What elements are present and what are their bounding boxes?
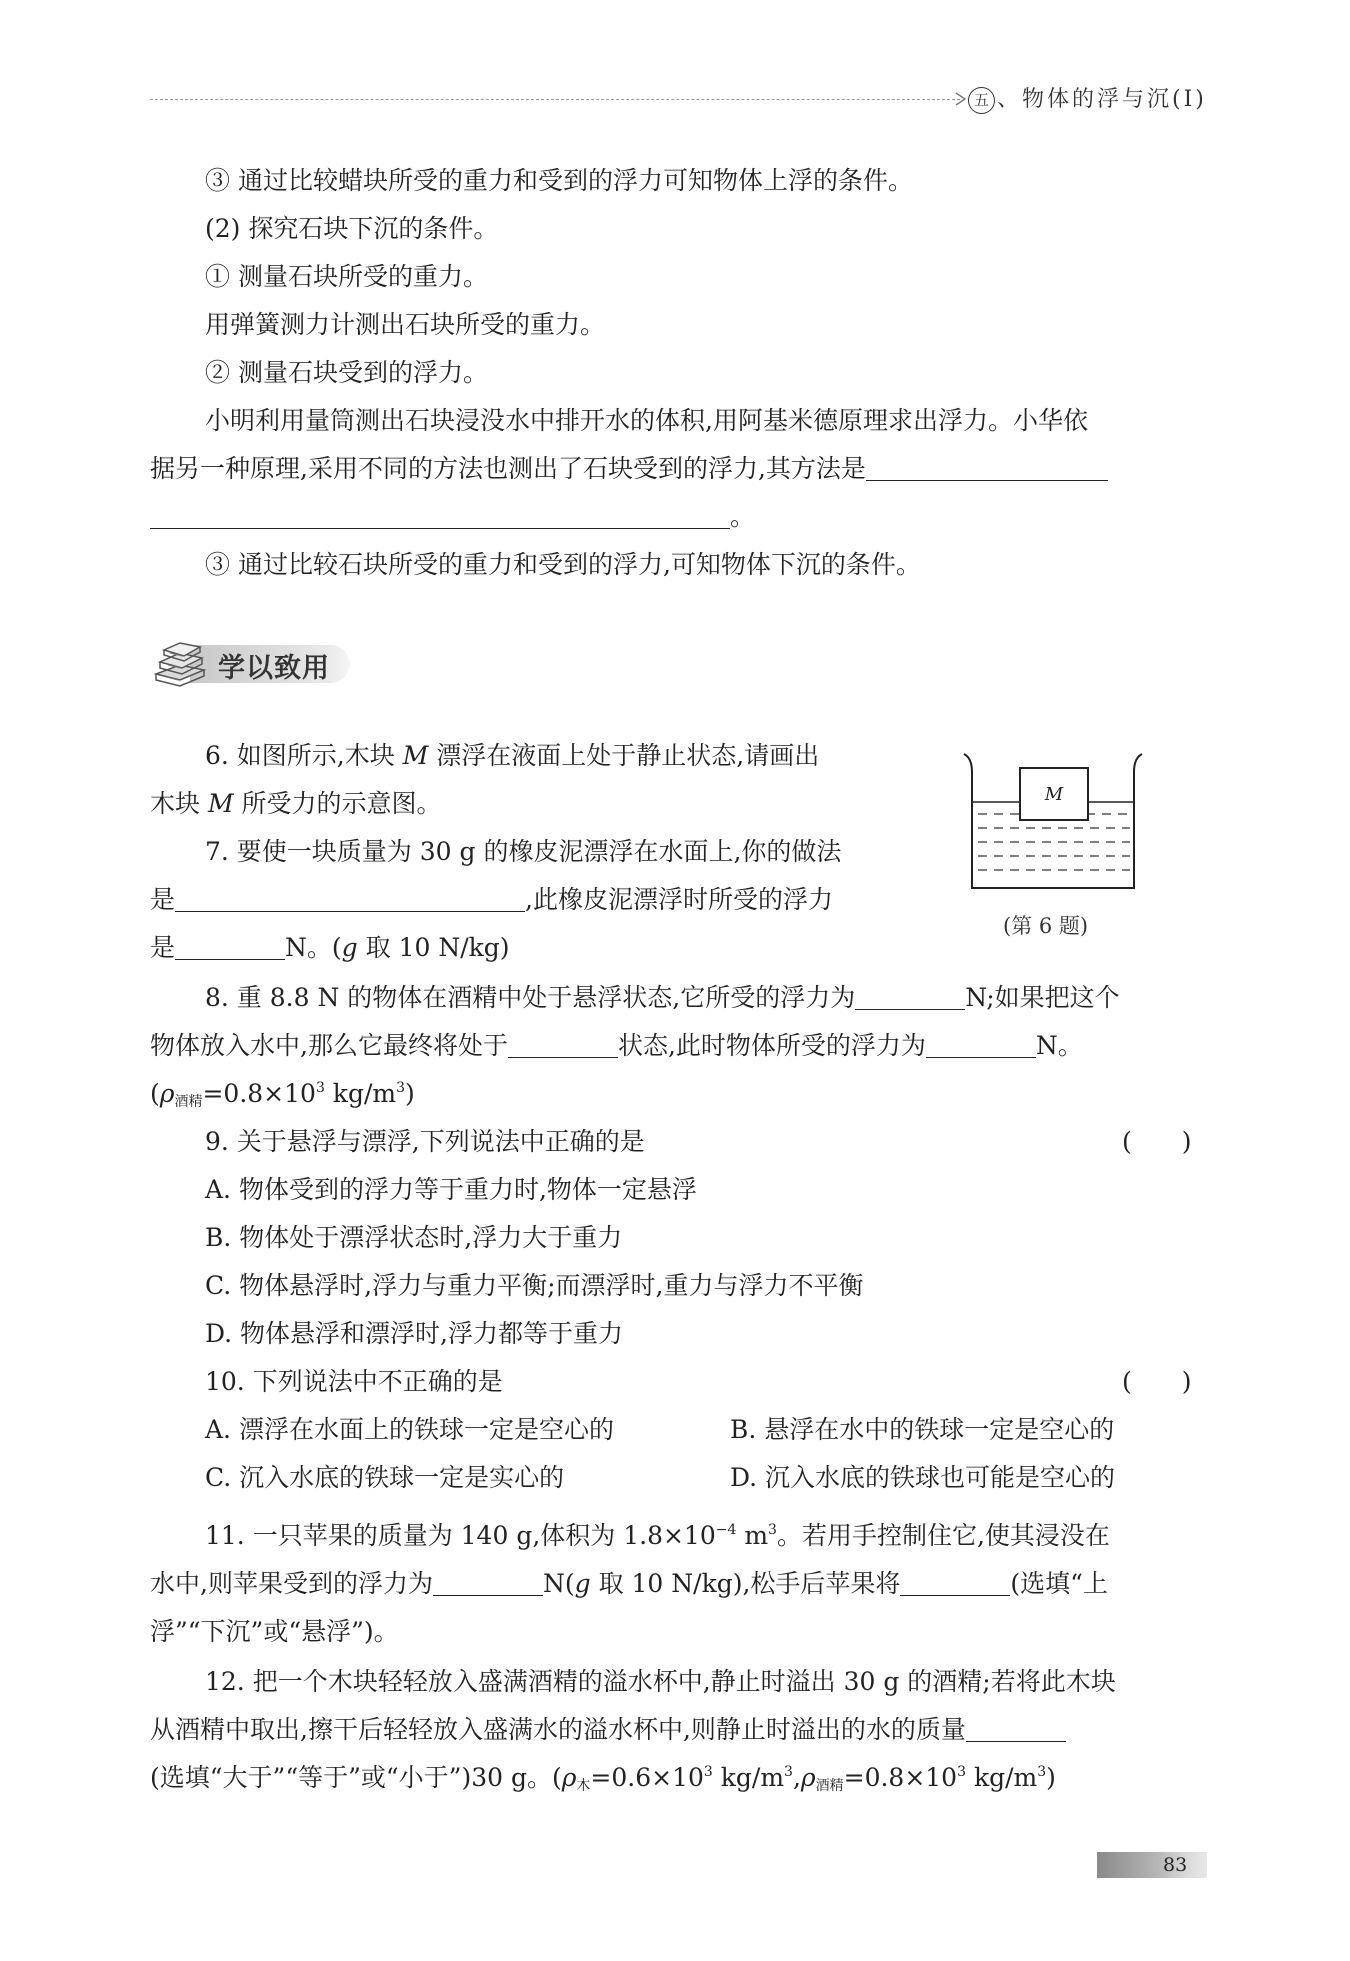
subscript: 酒精 <box>174 1094 203 1110</box>
superscript: 3 <box>396 1080 406 1096</box>
option-a: A. 物体受到的浮力等于重力时,物体一定悬浮 <box>205 1175 697 1204</box>
option-c: C. 沉入水底的铁球一定是实心的 <box>205 1463 565 1492</box>
option-a: A. 漂浮在水面上的铁球一定是空心的 <box>205 1415 614 1444</box>
fill-blank[interactable] <box>175 883 525 912</box>
text-segment: kg/m <box>712 1763 785 1792</box>
question-8-line1 <box>205 980 1120 1016</box>
text-segment: 物体放入水中,那么它最终将处于 <box>150 1031 508 1060</box>
question-12-line3 <box>150 1760 1056 1796</box>
text-segment: 木块 <box>150 789 201 818</box>
header-dashed-rule <box>150 99 960 100</box>
text-segment: kg/m <box>324 1079 397 1108</box>
superscript: 3 <box>703 1764 713 1780</box>
question-6-line1 <box>205 738 819 774</box>
superscript: 3 <box>315 1080 325 1096</box>
header-arrow-icon <box>955 92 967 106</box>
variable-m: M <box>207 789 234 818</box>
answer-bracket[interactable]: ( ) <box>1122 1367 1192 1396</box>
fill-blank[interactable] <box>855 981 965 1010</box>
text-segment: ( <box>150 1079 160 1108</box>
text-segment: 取 10 N/kg) <box>365 933 510 962</box>
option-c: C. 物体悬浮时,浮力与重力平衡;而漂浮时,重力与浮力不平衡 <box>205 1271 864 1300</box>
text-segment: 水中,则苹果受到的浮力为 <box>150 1569 433 1598</box>
text-line: 用弹簧测力计测出石块所受的重力。 <box>205 310 606 339</box>
text-line <box>150 499 755 535</box>
question-7-line2 <box>150 882 833 918</box>
text-segment: 是 <box>150 885 176 914</box>
text-line: ③ 通过比较石块所受的重力和受到的浮力,可知物体下沉的条件。 <box>205 550 921 579</box>
question-6-line2 <box>150 786 442 822</box>
option-d: D. 沉入水底的铁球也可能是空心的 <box>730 1463 1116 1492</box>
text-segment: ) <box>1046 1763 1056 1792</box>
text-segment: (选填“上 <box>1010 1569 1108 1598</box>
text-segment: 11. 一只苹果的质量为 140 g,体积为 1.8×10 <box>205 1521 716 1550</box>
question-11-line1 <box>205 1518 1110 1554</box>
superscript: −4 <box>715 1522 737 1538</box>
option-b: B. 悬浮在水中的铁球一定是空心的 <box>730 1415 1115 1444</box>
page-number: 83 <box>1163 1854 1188 1876</box>
text-segment: kg/m <box>966 1763 1038 1792</box>
text-segment: 据另一种原理,采用不同的方法也测出了石块受到的浮力,其方法是 <box>150 454 866 483</box>
fill-blank[interactable] <box>900 1567 1010 1596</box>
section-title: 学以致用 <box>218 653 330 684</box>
text-segment: 状态,此时物体所受的浮力为 <box>617 1031 926 1060</box>
fill-blank[interactable] <box>433 1567 543 1596</box>
page-number-bar <box>1097 1852 1207 1878</box>
fill-blank[interactable] <box>926 1029 1036 1058</box>
fill-blank[interactable] <box>508 1029 618 1058</box>
superscript: 3 <box>957 1764 967 1780</box>
answer-bracket[interactable]: ( ) <box>1122 1127 1192 1156</box>
question-7-line3 <box>150 930 510 966</box>
variable-g: g <box>574 1569 591 1598</box>
question-7-line1: 7. 要使一块质量为 30 g 的橡皮泥漂浮在水面上,你的做法 <box>205 837 842 866</box>
option-b: B. 物体处于漂浮状态时,浮力大于重力 <box>205 1223 623 1252</box>
text-segment: 取 10 N/kg),松手后苹果将 <box>598 1569 901 1598</box>
fill-blank[interactable] <box>966 1713 1066 1742</box>
text-segment: =0.6×10 <box>590 1763 704 1792</box>
text-line: ① 测量石块所受的重力。 <box>205 262 488 291</box>
text-segment: 。若用手控制住它,使其浸没在 <box>776 1521 1110 1550</box>
symbol-rho: ρ <box>800 1763 816 1792</box>
text-segment: 8. 重 8.8 N 的物体在酒精中处于悬浮状态,它所受的浮力为 <box>205 983 856 1012</box>
symbol-rho: ρ <box>159 1079 175 1108</box>
text-segment: 漂浮在液面上处于静止状态,请画出 <box>436 741 820 770</box>
subscript: 酒精 <box>815 1778 844 1794</box>
text-segment: , <box>792 1763 801 1792</box>
text-segment: 所受力的示意图。 <box>241 789 442 818</box>
text-segment: m <box>736 1521 769 1550</box>
text-segment: ,此橡皮泥漂浮时所受的浮力 <box>525 885 833 914</box>
superscript: 3 <box>784 1764 793 1780</box>
fill-blank[interactable] <box>175 931 285 960</box>
question-11-line2 <box>150 1566 1108 1602</box>
text-segment: =0.8×10 <box>843 1763 958 1792</box>
fill-blank[interactable] <box>866 452 1108 481</box>
question-12-line2 <box>150 1712 1066 1748</box>
question-12-line1: 12. 把一个木块轻轻放入盛满酒精的溢水杯中,静止时溢出 30 g 的酒精;若将此木块 <box>205 1667 1116 1696</box>
text-segment: (选填“大于”“等于”或“小于”)30 g。( <box>150 1763 562 1792</box>
text-line: 小明利用量筒测出石块浸没水中排开水的体积,用阿基米德原理求出浮力。小华依 <box>205 406 1088 435</box>
beaker-figure <box>958 752 1148 902</box>
text-segment: 是 <box>150 933 176 962</box>
text-segment: 从酒精中取出,擦干后轻轻放入盛满水的溢水杯中,则静止时溢出的水的质量 <box>150 1715 966 1744</box>
text-line: ② 测量石块受到的浮力。 <box>205 358 488 387</box>
superscript: 3 <box>1037 1764 1047 1780</box>
variable-g: g <box>341 933 358 962</box>
superscript: 3 <box>768 1522 777 1538</box>
chapter-title: 、物体的浮与沉(Ⅰ) <box>997 87 1207 112</box>
question-9-stem: 9. 关于悬浮与漂浮,下列说法中正确的是 <box>205 1127 645 1156</box>
section-banner <box>150 640 350 688</box>
question-10-stem: 10. 下列说法中不正确的是 <box>205 1367 503 1396</box>
chapter-header <box>968 82 1207 114</box>
figure-caption: (第 6 题) <box>1003 914 1089 938</box>
text-segment: N( <box>542 1569 575 1598</box>
fill-blank[interactable] <box>150 500 730 529</box>
text-segment: 6. 如图所示,木块 <box>205 741 395 770</box>
text-segment: N。( <box>285 933 342 962</box>
text-line <box>150 451 1108 487</box>
subscript: 木 <box>576 1778 591 1794</box>
text-segment: ) <box>405 1079 415 1108</box>
books-icon <box>150 640 212 688</box>
block-label: M <box>1044 784 1064 805</box>
option-d: D. 物体悬浮和漂浮时,浮力都等于重力 <box>205 1319 623 1348</box>
text-line: (2) 探究石块下沉的条件。 <box>205 214 499 243</box>
text-segment: N。 <box>1035 1031 1083 1060</box>
text-segment: =0.8×10 <box>202 1079 316 1108</box>
variable-m: M <box>402 741 429 770</box>
symbol-rho: ρ <box>561 1763 577 1792</box>
chapter-number-badge: 五 <box>968 87 995 114</box>
question-11-line3: 浮”“下沉”或“悬浮”)。 <box>150 1617 399 1646</box>
text-segment: N;如果把这个 <box>965 983 1120 1012</box>
text-line: ③ 通过比较蜡块所受的重力和受到的浮力可知物体上浮的条件。 <box>205 166 913 195</box>
text-segment: 。 <box>730 502 756 531</box>
question-8-line2 <box>150 1028 1083 1064</box>
question-8-line3 <box>150 1076 415 1112</box>
